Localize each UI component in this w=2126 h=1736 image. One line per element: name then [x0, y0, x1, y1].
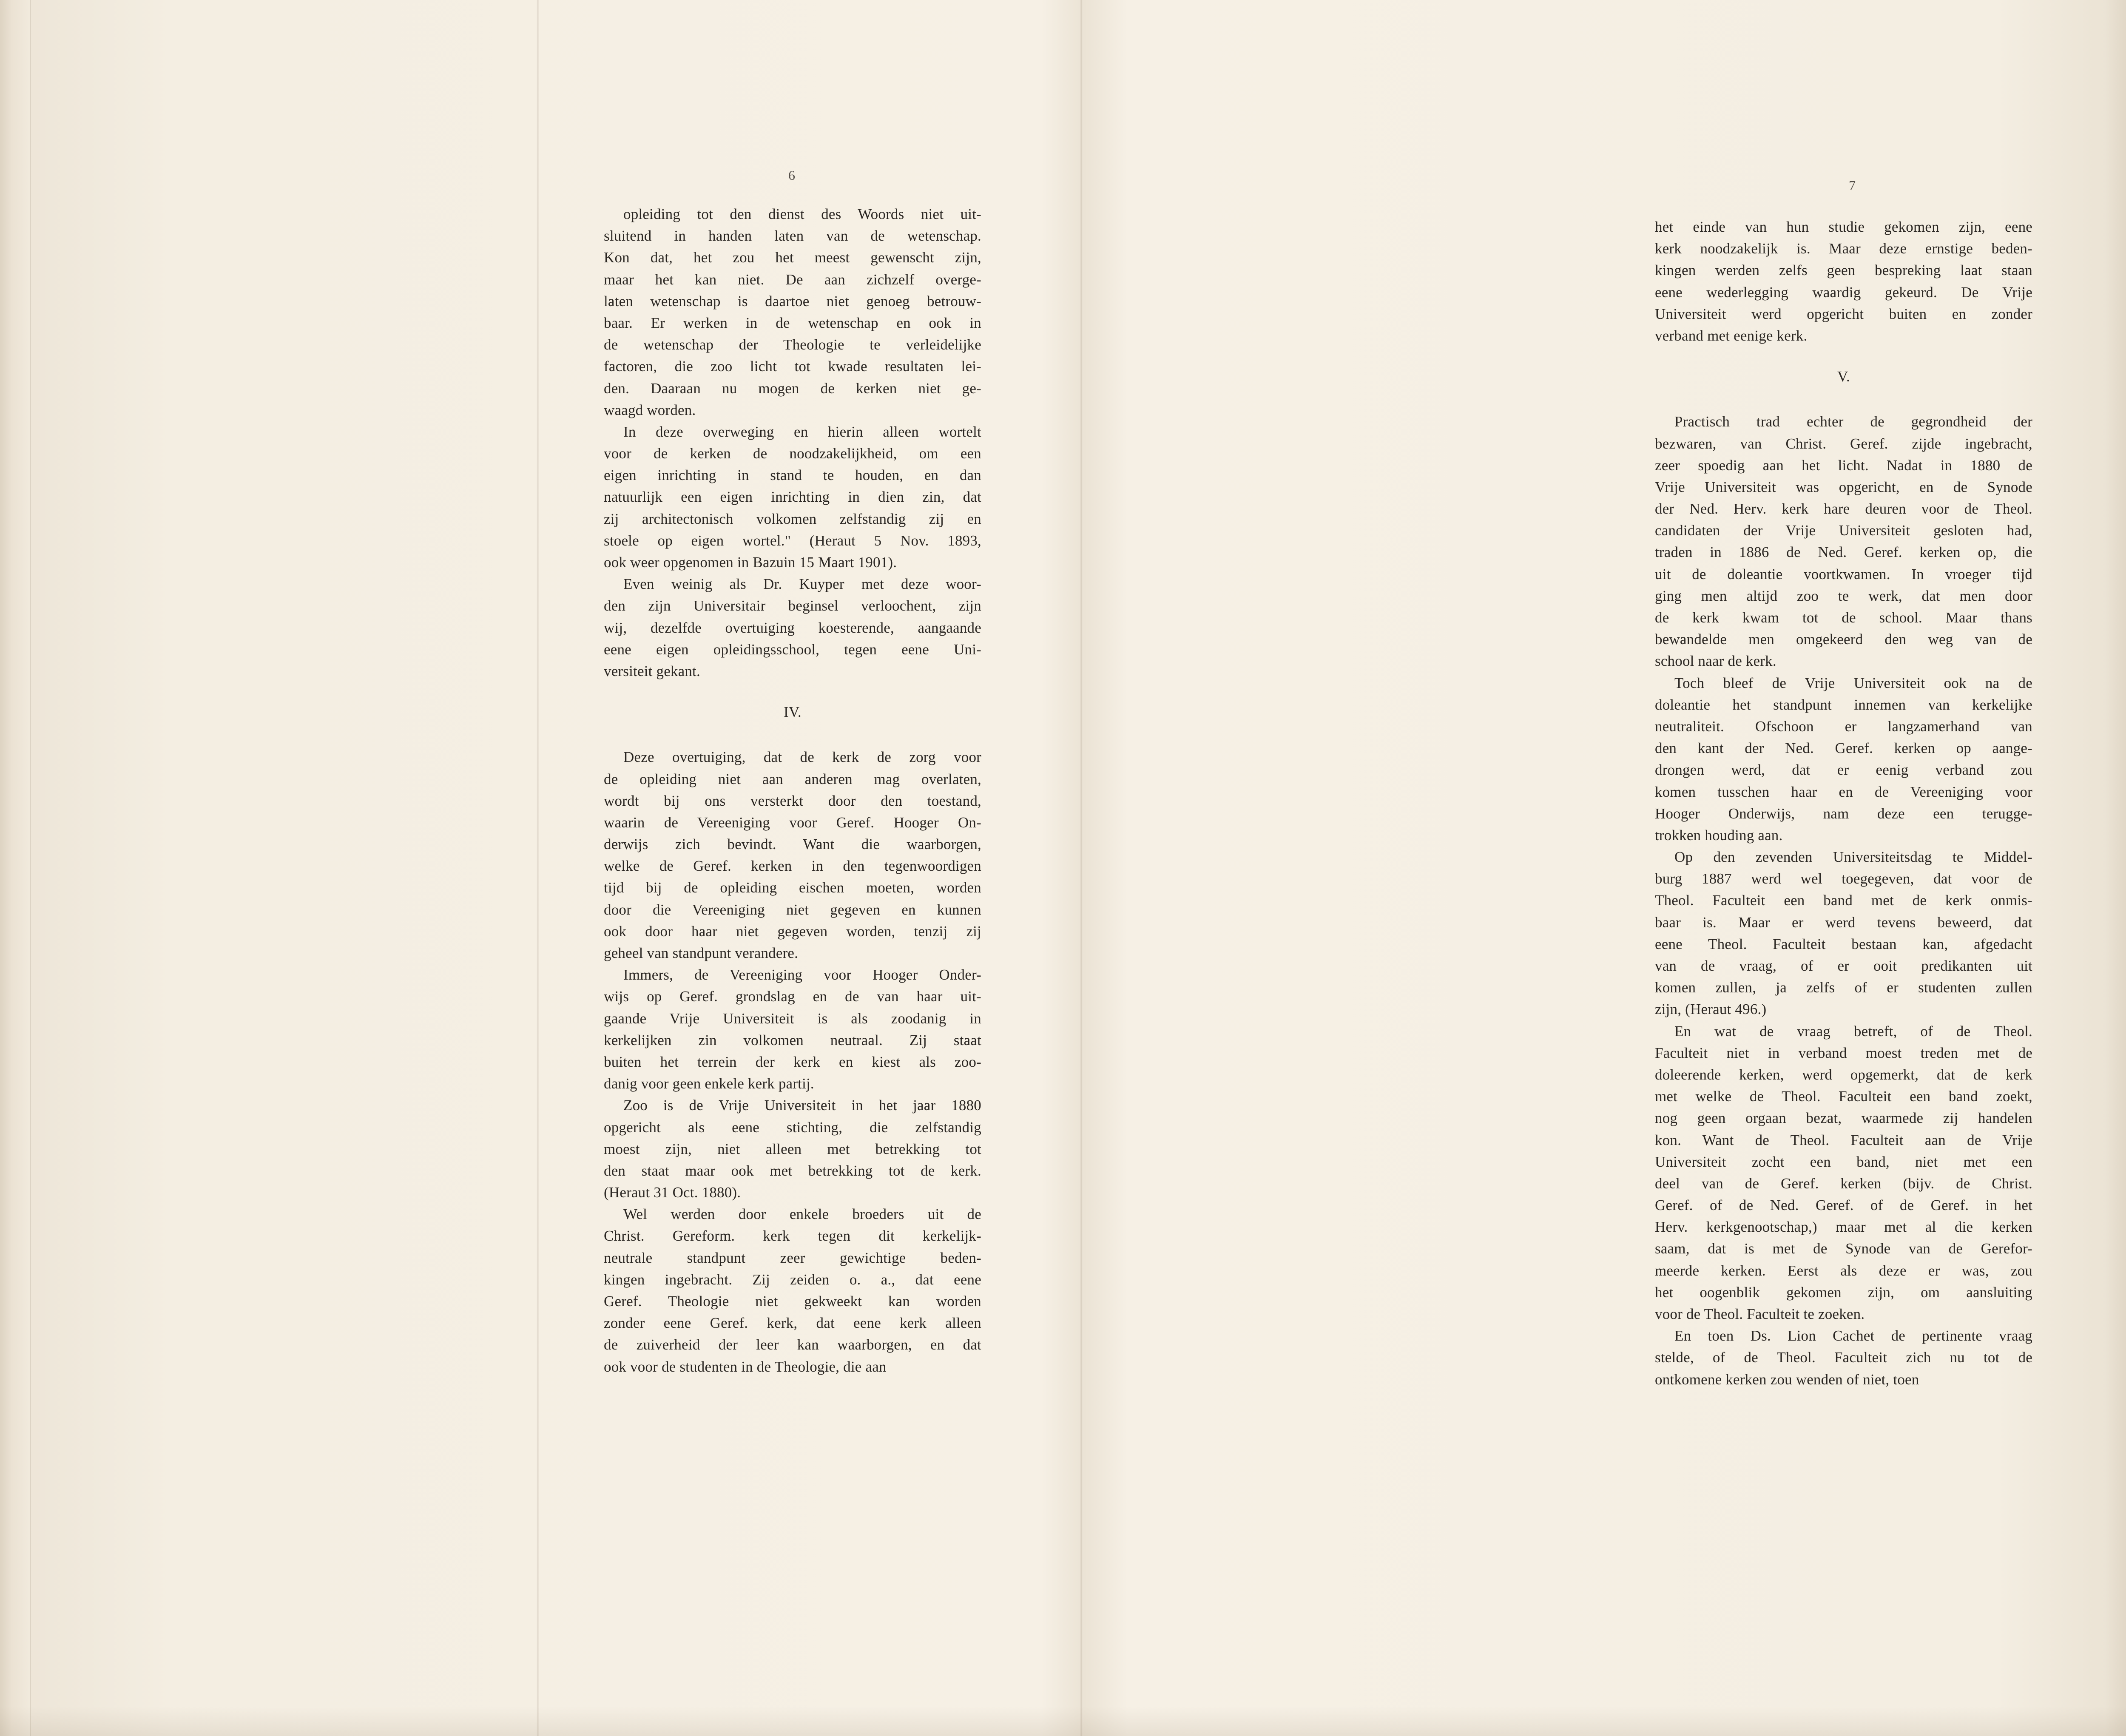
text-line: den zijn Universitair beginsel verloochent, zijn	[604, 597, 981, 614]
text-line: geheel van standpunt verandere.	[604, 945, 799, 961]
text-line: Universiteit werd opgericht buiten en zonder	[1655, 305, 2032, 322]
text-line: ook door haar niet gegeven worden, tenzij zij	[604, 923, 981, 940]
text-line: Faculteit niet in verband moest treden met de	[1655, 1044, 2032, 1061]
text-line: de kerk kwam tot de school. Maar thans	[1655, 609, 2032, 626]
text-line: opleiding tot den dienst des Woords niet uit-	[623, 206, 981, 222]
text-line: Geref. Theologie niet gekweekt kan worden	[604, 1293, 981, 1310]
text-line: het einde van hun studie gekomen zijn, eene	[1655, 219, 2032, 235]
text-line: Op den zevenden Universiteitsdag te Middel-	[1674, 849, 2032, 866]
text-line: Toch bleef de Vrije Universiteit ook na de	[1674, 674, 2032, 691]
text-line: Theol. Faculteit een band met de kerk onmis-	[1655, 892, 2032, 909]
text-line: den staat maar ook met betrekking tot de kerk.	[604, 1162, 981, 1179]
text-line: wordt bij ons versterkt door den toestand,	[604, 792, 981, 809]
text-line: trokken houding aan.	[1655, 827, 1783, 844]
text-line: derwijs zich bevindt. Want die waarborgen,	[604, 836, 981, 853]
text-line: En wat de vraag betreft, of de Theol.	[1674, 1023, 2032, 1040]
paper-right-edge	[2105, 0, 2126, 1736]
text-line: eene Theol. Faculteit bestaan kan, afgedacht	[1655, 935, 2032, 952]
text-line: ook voor de studenten in de Theologie, die aan	[604, 1358, 887, 1375]
text-line: zijn, (Heraut 496.)	[1655, 1001, 1767, 1018]
text-line: traden in 1886 de Ned. Geref. kerken op, die	[1655, 544, 2032, 561]
text-line: Universiteit zocht een band, niet met een	[1655, 1153, 2032, 1170]
text-line: der Ned. Herv. kerk hare deuren voor de Theol.	[1655, 500, 2032, 517]
text-line: wijs op Geref. grondslag en de van haar uit-	[604, 988, 981, 1005]
text-line: nog geen orgaan bezat, waarmede zij handelen	[1655, 1110, 2032, 1127]
text-line: stelde, of de Theol. Faculteit zich nu tot de	[1655, 1349, 2032, 1366]
text-line: zij architectonisch volkomen zelfstandig zij en	[604, 510, 981, 527]
text-line: kingen ingebracht. Zij zeiden o. a., dat eene	[604, 1271, 981, 1288]
text-line: waagd worden.	[604, 401, 696, 418]
text-line: saam, dat is met de Synode van de Gerefor-	[1655, 1240, 2032, 1257]
text-line: den kant der Ned. Geref. kerken op aange-	[1655, 740, 2032, 757]
text-line: tijd bij de opleiding eischen moeten, worden	[604, 879, 981, 896]
text-line: In deze overweging en hierin alleen wortelt	[623, 423, 981, 440]
page-number-left: 6	[788, 168, 795, 183]
text-line: opgericht als eene stichting, die zelfstandig	[604, 1119, 981, 1136]
text-line: bezwaren, van Christ. Geref. zijde ingebracht,	[1655, 435, 2032, 452]
text-line: factoren, die zoo licht tot kwade resultaten lei-	[604, 358, 981, 375]
text-line: verband met eenige kerk.	[1655, 327, 1808, 344]
text-line: zonder eene Geref. kerk, dat eene kerk alleen	[604, 1315, 981, 1332]
paper-fold-center	[1080, 0, 1083, 1736]
text-line: Vrije Universiteit was opgericht, en de Synode	[1655, 478, 2032, 495]
text-line: neutrale standpunt zeer gewichtige beden-	[604, 1249, 981, 1266]
text-line: versiteit gekant.	[604, 662, 700, 679]
paper-left-edge	[0, 0, 31, 1736]
text-line: de wetenschap der Theologie te verleidelijke	[604, 336, 981, 353]
page-number-right: 7	[1849, 178, 1856, 193]
text-line: komen zullen, ja zelfs of er studenten zullen	[1655, 979, 2032, 996]
text-line: Wel werden door enkele broeders uit de	[623, 1206, 981, 1223]
text-line: ook weer opgenomen in Bazuin 15 Maart 1901).	[604, 554, 897, 571]
text-line: Zoo is de Vrije Universiteit in het jaar 1880	[623, 1097, 981, 1114]
section-heading: V.	[1837, 368, 1850, 385]
paper-bottom-edge	[0, 1706, 2126, 1736]
text-line: natuurlijk een eigen inrichting in dien zin, dat	[604, 489, 981, 506]
text-line: moest zijn, niet alleen met betrekking tot	[604, 1140, 981, 1157]
text-line: bewandelde men omgekeerd den weg van de	[1655, 631, 2032, 648]
text-line: voor de kerken de noodzakelijkheid, om een	[604, 445, 981, 462]
text-line: gaande Vrije Universiteit is als zoodanig in	[604, 1010, 981, 1027]
text-line: candidaten der Vrije Universiteit gesloten had,	[1655, 522, 2032, 539]
text-line: eene eigen opleidingsschool, tegen eene Uni-	[604, 641, 981, 658]
text-line: kingen werden zelfs geen bespreking laat staan	[1655, 262, 2032, 279]
text-line: het oogenblik gekomen zijn, om aansluiting	[1655, 1284, 2032, 1301]
text-line: ontkomene kerken zou wenden of niet, toen	[1655, 1371, 1919, 1388]
text-line: ging men altijd zoo te werk, dat men door	[1655, 587, 2032, 604]
text-line: stoele op eigen wortel." (Heraut 5 Nov. 1893,	[604, 532, 981, 549]
text-line: Hooger Onderwijs, nam deze een terugge-	[1655, 805, 2032, 822]
text-line: de zuiverheid der leer kan waarborgen, en dat	[604, 1336, 981, 1353]
text-line: Deze overtuiging, dat de kerk de zorg voor	[623, 749, 981, 766]
text-line: komen tusschen haar en de Vereeniging voor	[1655, 783, 2032, 800]
text-line: baar. Er werken in de wetenschap en ook in	[604, 314, 981, 331]
text-line: En toen Ds. Lion Cachet de pertinente vraag	[1674, 1327, 2032, 1344]
text-line: Kon dat, het zou het meest gewenscht zijn,	[604, 249, 981, 266]
text-line: Immers, de Vereeniging voor Hooger Onder-	[623, 966, 981, 983]
text-line: waarin de Vereeniging voor Geref. Hooger On-	[604, 814, 981, 831]
right-page-text	[1655, 216, 2032, 1390]
text-line: danig voor geen enkele kerk partij.	[604, 1075, 814, 1092]
text-line: Christ. Gereform. kerk tegen dit kerkelijk-	[604, 1227, 981, 1244]
text-line: doleerende kerken, werd opgemerkt, dat de kerk	[1655, 1066, 2032, 1083]
text-line: school naar de kerk.	[1655, 653, 1776, 670]
text-line: met welke de Theol. Faculteit een band zoekt,	[1655, 1088, 2032, 1105]
text-line: eene wederlegging waardig gekeurd. De Vrije	[1655, 284, 2032, 301]
text-line: van de vraag, of er ooit predikanten uit	[1655, 957, 2032, 974]
text-line: voor de Theol. Faculteit te zoeken.	[1655, 1306, 1865, 1322]
text-line: Even weinig als Dr. Kuyper met deze woor-	[623, 576, 981, 593]
text-line: drongen werd, dat er eenig verband zou	[1655, 761, 2032, 779]
text-line: uit de doleantie voortkwamen. In vroeger tijd	[1655, 565, 2032, 582]
section-heading: IV.	[784, 704, 802, 721]
text-line: Herv. kerkgenootschap,) maar met al die kerken	[1655, 1219, 2032, 1236]
text-line: kerk noodzakelijk is. Maar deze ernstige beden-	[1655, 240, 2032, 257]
text-line: deel van de Geref. kerken (bijv. de Christ.	[1655, 1175, 2032, 1192]
text-line: (Heraut 31 Oct. 1880).	[604, 1184, 741, 1201]
text-line: doleantie het standpunt innemen van kerkelijke	[1655, 696, 2032, 713]
text-line: Geref. of de Ned. Geref. of de Geref. in het	[1655, 1197, 2032, 1214]
text-line: meerde kerken. Eerst als deze er was, zou	[1655, 1262, 2032, 1279]
text-line: de opleiding niet aan anderen mag overlaten,	[604, 770, 981, 787]
text-line: door die Vereeniging niet gegeven en kunnen	[604, 901, 981, 918]
text-line: neutraliteit. Ofschoon er langzamerhand van	[1655, 718, 2032, 735]
text-line: sluitend in handen laten van de wetenschap.	[604, 227, 981, 244]
text-line: burg 1887 werd wel toegegeven, dat voor de	[1655, 870, 2032, 887]
text-line: zeer spoedig aan het licht. Nadat in 1880 de	[1655, 457, 2032, 474]
text-line: laten wetenschap is daartoe niet genoeg betrouw-	[604, 293, 981, 310]
text-line: kon. Want de Theol. Faculteit aan de Vrije	[1655, 1131, 2032, 1148]
text-line: buiten het terrein der kerk en kiest als zoo-	[604, 1053, 981, 1070]
text-line: baar is. Maar er werd tevens beweerd, dat	[1655, 914, 2032, 931]
text-line: Practisch trad echter de gegrondheid der	[1674, 413, 2032, 430]
left-page-text	[604, 203, 981, 1378]
text-line: den. Daaraan nu mogen de kerken niet ge-	[604, 380, 981, 397]
text-line: welke de Geref. kerken in den tegenwoordigen	[604, 858, 981, 875]
text-line: wij, dezelfde overtuiging koesterende, aangaande	[604, 619, 981, 636]
text-line: kerkelijken zin volkomen neutraal. Zij staat	[604, 1031, 981, 1048]
text-line: eigen inrichting in stand te houden, en dan	[604, 467, 981, 484]
text-line: maar het kan niet. De aan zichzelf overge-	[604, 271, 981, 288]
paper-fold-left	[537, 0, 539, 1736]
